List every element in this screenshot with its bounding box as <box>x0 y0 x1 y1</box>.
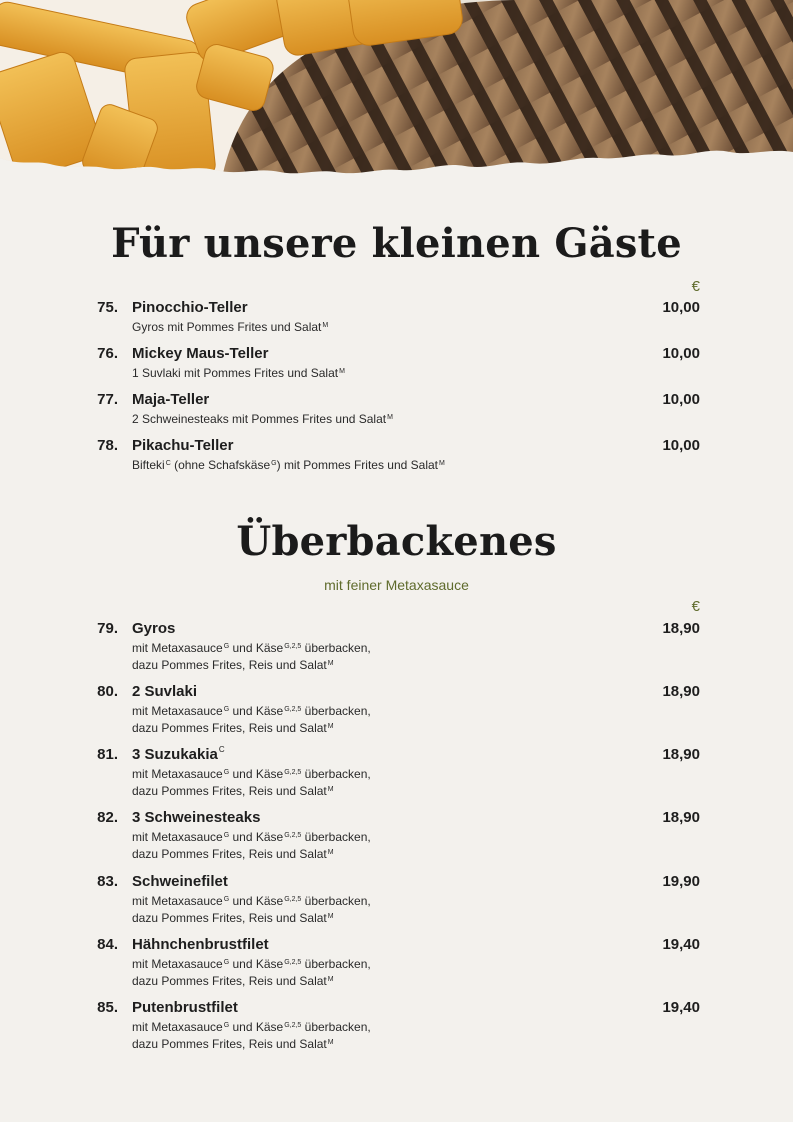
item-name: Maja-Teller <box>132 391 210 408</box>
description-line <box>132 1036 552 1053</box>
allergen-code: M <box>327 723 334 730</box>
item-number: 79. <box>97 620 118 637</box>
item-price: 19,40 <box>662 999 700 1016</box>
description-line <box>132 319 552 336</box>
item-description <box>132 766 552 800</box>
description-line <box>132 703 552 720</box>
allergen-code: C <box>165 460 171 467</box>
item-name: Putenbrustfilet <box>132 999 238 1016</box>
description-line <box>132 846 552 863</box>
description-line <box>132 411 552 428</box>
description-text: überbacken, <box>301 767 371 781</box>
item-description <box>132 457 552 474</box>
item-price: 18,90 <box>662 746 700 763</box>
description-text: und Käse <box>229 641 284 655</box>
description-text: dazu Pommes Frites, Reis und Salat <box>132 911 327 925</box>
description-text: 2 Schweinesteaks mit Pommes Frites und Salat <box>132 412 387 426</box>
allergen-code: G,2,5 <box>284 832 302 839</box>
description-text: dazu Pommes Frites, Reis und Salat <box>132 847 327 861</box>
description-text: überbacken, <box>301 894 371 908</box>
hero-food-image <box>0 0 793 190</box>
allergen-code: M <box>387 414 393 421</box>
currency-header: € <box>691 598 700 615</box>
description-line <box>132 973 552 990</box>
item-name: 3 Schweinesteaks <box>132 809 261 826</box>
description-text: mit Metaxasauce <box>132 830 223 844</box>
item-name: 3 Suzukakia$^C$ <box>132 745 225 763</box>
item-description <box>132 703 552 737</box>
description-text: dazu Pommes Frites, Reis und Salat <box>132 1037 327 1051</box>
item-number: 82. <box>97 809 118 826</box>
item-price: 10,00 <box>662 391 700 408</box>
description-line <box>132 457 552 474</box>
item-number: 84. <box>97 936 118 953</box>
item-name: Hähnchenbrustfilet <box>132 936 269 953</box>
description-text: und Käse <box>229 704 284 718</box>
item-description <box>132 319 552 336</box>
item-number: 78. <box>97 437 118 454</box>
description-text: und Käse <box>229 767 284 781</box>
allergen-code: M <box>339 368 345 375</box>
allergen-code: M <box>327 849 334 856</box>
allergen-code: G <box>223 896 230 903</box>
description-text: überbacken, <box>301 957 371 971</box>
allergen-code: M <box>327 976 334 983</box>
item-price: 19,40 <box>662 936 700 953</box>
allergen-code: G <box>223 832 230 839</box>
item-description <box>132 411 552 428</box>
description-line <box>132 766 552 783</box>
item-number: 76. <box>97 345 118 362</box>
item-price: 18,90 <box>662 809 700 826</box>
description-text: mit Metaxasauce <box>132 704 223 718</box>
item-description <box>132 1019 552 1053</box>
allergen-code: G,2,5 <box>284 706 302 713</box>
description-text: dazu Pommes Frites, Reis und Salat <box>132 658 327 672</box>
description-line <box>132 893 552 910</box>
description-text: und Käse <box>229 1020 284 1034</box>
description-line <box>132 829 552 846</box>
item-name: Gyros <box>132 620 176 637</box>
description-text: (ohne Schafskäse <box>170 458 271 472</box>
description-text: mit Metaxasauce <box>132 957 223 971</box>
description-text: dazu Pommes Frites, Reis und Salat <box>132 784 327 798</box>
description-text: überbacken, <box>301 704 371 718</box>
section-title-gratinated: Überbackenes <box>236 518 557 565</box>
description-text: dazu Pommes Frites, Reis und Salat <box>132 721 327 735</box>
allergen-code: G,2,5 <box>284 1022 302 1029</box>
allergen-code: G,2,5 <box>284 643 302 650</box>
allergen-code: G,2,5 <box>284 896 302 903</box>
item-description <box>132 893 552 927</box>
item-description <box>132 956 552 990</box>
description-line <box>132 720 552 737</box>
description-text: Bifteki <box>132 458 165 472</box>
description-text: mit Metaxasauce <box>132 767 223 781</box>
allergen-code: M <box>327 660 334 667</box>
description-line <box>132 1019 552 1036</box>
description-line <box>132 657 552 674</box>
description-text: überbacken, <box>301 641 371 655</box>
description-text: mit Metaxasauce <box>132 1020 223 1034</box>
allergen-code: M <box>322 322 329 329</box>
description-text: mit Metaxasauce <box>132 641 223 655</box>
item-description <box>132 829 552 863</box>
allergen-code: G <box>223 959 230 966</box>
description-text: und Käse <box>229 894 284 908</box>
allergen-code: M <box>439 460 445 467</box>
description-line <box>132 783 552 800</box>
item-price: 18,90 <box>662 620 700 637</box>
allergen-code: M <box>327 1039 334 1046</box>
allergen-code: G <box>271 460 277 467</box>
description-line <box>132 910 552 927</box>
description-text: dazu Pommes Frites, Reis und Salat <box>132 974 327 988</box>
currency-header: € <box>691 278 700 295</box>
item-description <box>132 640 552 674</box>
description-line <box>132 365 552 382</box>
allergen-code: M <box>327 786 334 793</box>
item-number: 75. <box>97 299 118 316</box>
item-name: Schweinefilet <box>132 873 228 890</box>
item-name: 2 Suvlaki <box>132 683 198 700</box>
allergen-code: G <box>223 706 230 713</box>
section-subtitle: mit feiner Metaxasauce <box>324 577 469 593</box>
section-title-kids: Für unsere kleinen Gäste <box>111 220 682 267</box>
allergen-code: G,2,5 <box>284 769 302 776</box>
item-number: 80. <box>97 683 118 700</box>
description-line <box>132 956 552 973</box>
item-name: Pikachu-Teller <box>132 437 234 454</box>
item-price: 10,00 <box>662 345 700 362</box>
item-number: 85. <box>97 999 118 1016</box>
allergen-code: M <box>327 913 334 920</box>
item-name: Pinocchio-Teller <box>132 299 248 316</box>
allergen-code: G <box>223 769 230 776</box>
item-price: 18,90 <box>662 683 700 700</box>
item-number: 81. <box>97 746 118 763</box>
description-text: Gyros mit Pommes Frites und Salat <box>132 320 322 334</box>
description-line <box>132 640 552 657</box>
allergen-code: G <box>223 643 230 650</box>
allergen-code: G,2,5 <box>284 959 302 966</box>
item-number: 83. <box>97 873 118 890</box>
description-text: und Käse <box>229 957 284 971</box>
item-number: 77. <box>97 391 118 408</box>
item-name: Mickey Maus-Teller <box>132 345 269 362</box>
item-price: 10,00 <box>662 437 700 454</box>
description-text: 1 Suvlaki mit Pommes Frites und Salat <box>132 366 339 380</box>
item-description <box>132 365 552 382</box>
item-price: 19,90 <box>662 873 700 890</box>
description-text: und Käse <box>229 830 284 844</box>
description-text: überbacken, <box>301 1020 371 1034</box>
description-text: überbacken, <box>301 830 371 844</box>
description-text: mit Metaxasauce <box>132 894 223 908</box>
allergen-code: G <box>223 1022 230 1029</box>
description-text: ) mit Pommes Frites und Salat <box>276 458 438 472</box>
item-price: 10,00 <box>662 299 700 316</box>
